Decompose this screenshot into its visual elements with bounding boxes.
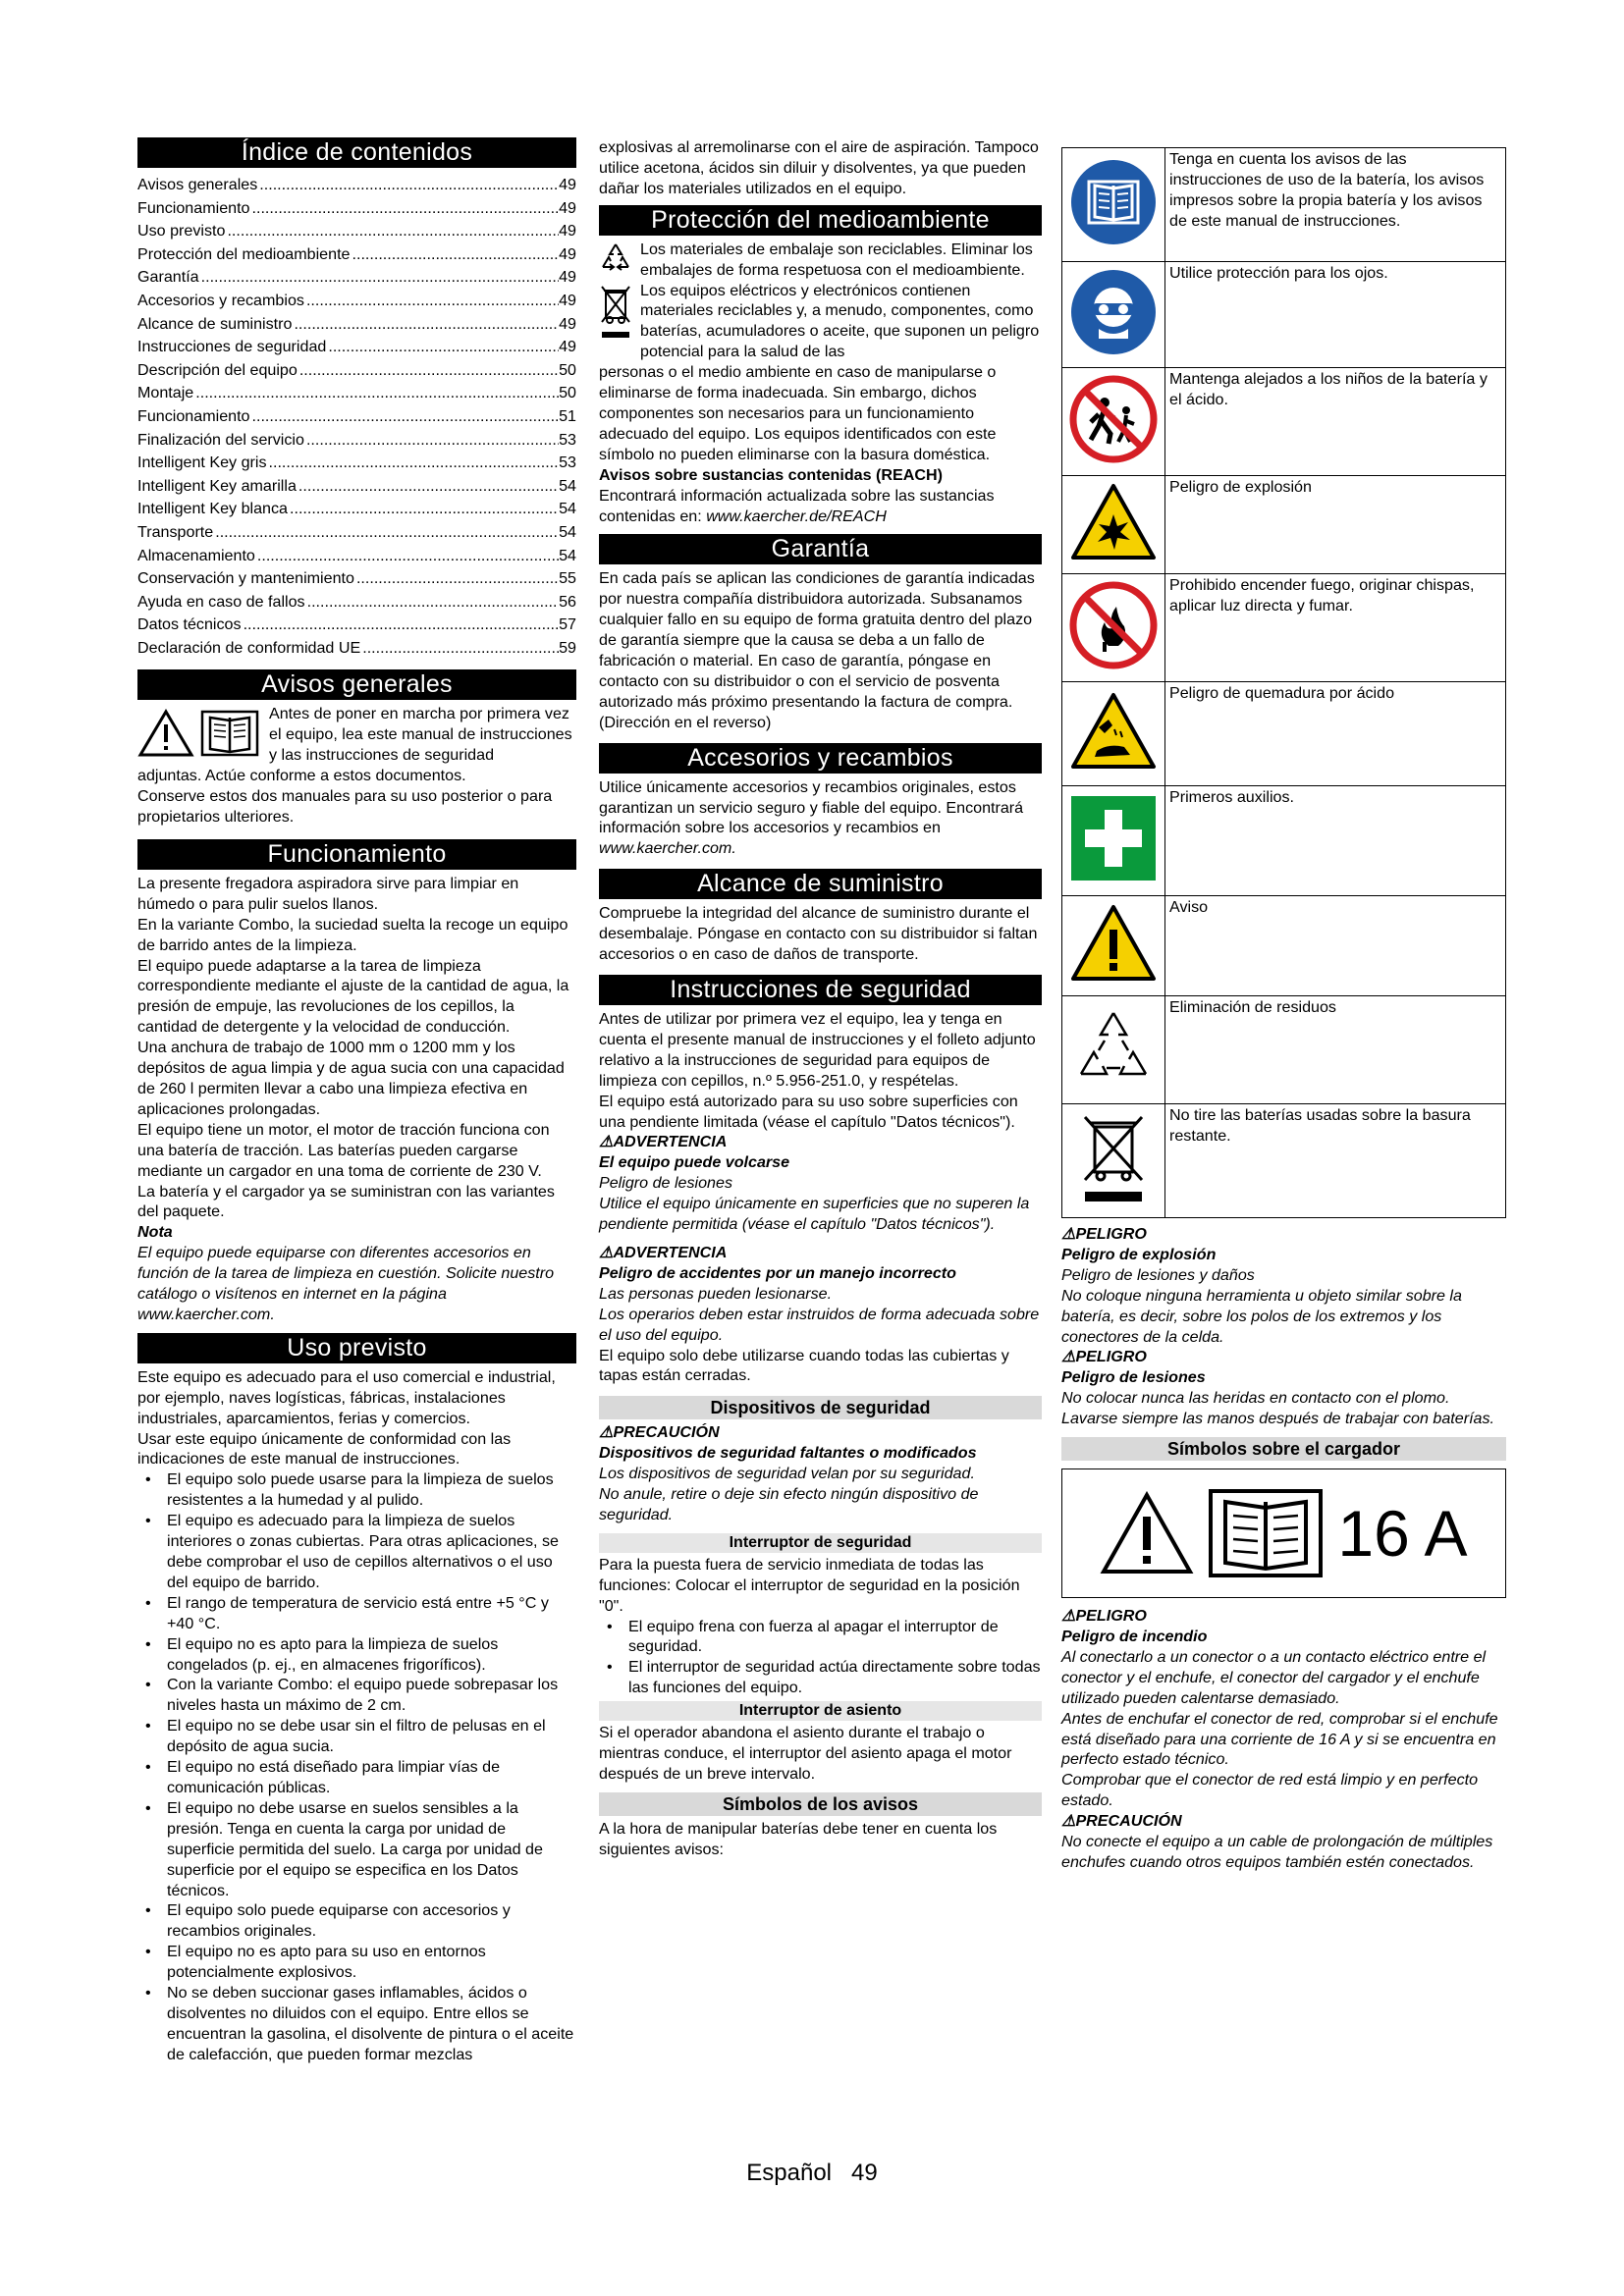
toc-row[interactable] [137, 545, 576, 568]
toc-leader [354, 567, 559, 591]
crossed-bin-icon [1069, 1109, 1158, 1213]
medio-p2-top: Los equipos eléctricos y electrónicos contienen materiales reciclables y, a menudo, componentes, como baterías, acumuladores o aceite, que suponen un peligro potencial para la salud de las [640, 281, 1040, 361]
toc-page: 49 [559, 176, 576, 193]
toc-label: Almacenamiento [137, 546, 255, 564]
interruptor-text: Para la puesta fuera de servicio inmediata de todas las funciones: Colocar el interruptor de seguridad en la posición "0". [599, 1555, 1020, 1615]
toc-label: Montaje [137, 384, 194, 402]
symbol-text: No tire las baterías usadas sobre la basura restante. [1165, 1104, 1506, 1218]
symbol-icon-cell [1062, 476, 1165, 574]
symbol-row [1062, 368, 1506, 476]
toc-page: 49 [559, 268, 576, 287]
toc-leader [250, 197, 560, 221]
warning-level-1: ⚠ADVERTENCIA [599, 1133, 728, 1151]
toc-page: 53 [559, 454, 576, 472]
accesorios-label: Utilice únicamente accesorios y recambios originales, estos garantizan un servicio seguro y fiable del equipo. Encontrará información sobre los accesorios y recambios en [599, 777, 1024, 837]
toc-row[interactable] [137, 290, 576, 313]
uso-bullet: • El equipo solo puede usarse para la limpieza de suelos resistentes a la humedad y al pulido. [167, 1469, 576, 1511]
accesorios-text [599, 777, 1042, 860]
simbolos-heading: Símbolos de los avisos [599, 1792, 1042, 1816]
toc-row[interactable] [137, 405, 576, 429]
toc-label: Conservación y mantenimiento [137, 569, 354, 588]
crossed-bin-icon [599, 283, 632, 344]
warning-icon [1069, 902, 1158, 990]
toc-leader [298, 359, 559, 383]
symbol-text: Peligro de explosión [1165, 476, 1506, 574]
symbol-text: Prohibido encender fuego, originar chispas, aplicar luz directa y fumar. [1165, 574, 1506, 682]
cargador-text-2: Antes de enchufar el conector de red, comprobar si el enchufe está diseñado para una corriente de 16 A y si se encuentra en perfecto estado técnico. [1061, 1709, 1498, 1769]
page-footer [0, 2160, 1624, 2187]
toc-page: 54 [559, 546, 576, 564]
toc-label: Funcionamiento [137, 406, 250, 425]
manual-book-icon [1208, 1488, 1324, 1578]
uso-bullet: • El equipo no está diseñado para limpiar vías de comunicación públicas. [167, 1757, 576, 1798]
cargador-level-2-text: PRECAUCIÓN [1075, 1812, 1182, 1831]
toc-row[interactable] [137, 220, 576, 243]
symbol-row [1062, 476, 1506, 574]
toc-label: Funcionamiento [137, 198, 250, 217]
symbol-row [1062, 682, 1506, 786]
cargador-title-1: Peligro de incendio [1061, 1627, 1208, 1645]
toc-label: Ayuda en caso de fallos [137, 592, 305, 611]
funcionamiento-paragraph: La presente fregadora aspiradora sirve para limpiar en húmedo o para pulir suelos llanos. [137, 874, 519, 913]
toc-row[interactable] [137, 174, 576, 197]
symbol-row [1062, 1104, 1506, 1218]
precaucion-text: No anule, retire o deje sin efecto ningún dispositivo de seguridad. [599, 1485, 979, 1523]
warning-title-1: El equipo puede volcarse [599, 1153, 790, 1172]
toc-page: 49 [559, 338, 576, 356]
manual-icon [1069, 158, 1158, 252]
toc-label: Uso previsto [137, 222, 226, 240]
toc-label: Intelligent Key amarilla [137, 476, 297, 495]
seguridad-p3: El equipo solo debe utilizarse cuando todas las cubiertas y tapas están cerradas. [599, 1346, 1009, 1385]
precaucion-sub: Los dispositivos de seguridad velan por su seguridad. [599, 1465, 975, 1483]
toc-list [137, 174, 576, 660]
funcionamiento-paragraph: El equipo tiene un motor, el motor de tracción funciona con una batería de tracción. Las baterías pueden cargarse mediante un cargador en una toma de corriente de 230 V. [137, 1120, 550, 1180]
toc-row[interactable] [137, 498, 576, 521]
cargador-level-1: ⚠PELIGRO [1061, 1607, 1147, 1626]
simbolos-text: A la hora de manipular baterías debe tener en cuenta los siguientes avisos: [599, 1819, 998, 1858]
uso-bullet: • El equipo no debe usarse en suelos sensibles a la presión. Tenga en cuenta la carga por unidad de superficie permitida del suelo. La carga por unidad de superficie por el equipo se especifica en los Datos técnicos. [167, 1798, 576, 1901]
warning-triangle-icon [137, 709, 194, 758]
peligro-text-1: No coloque ninguna herramienta u objeto similar sobre la batería, es decir, sobre los polos de los extremos y los conectores de la celda. [1061, 1286, 1462, 1346]
peligro-level-1: ⚠PELIGRO [1061, 1225, 1147, 1243]
funcionamiento-paragraph: Una anchura de trabajo de 1000 mm o 1200 mm y los depósitos de agua limpia y de agua sucia con una capacidad de 260 l permiten llevar a cabo una limpieza efectiva en aplicaciones prolongadas. [137, 1039, 565, 1118]
page-number: 49 [851, 2160, 878, 2186]
toc-row[interactable] [137, 637, 576, 661]
reach-title: Avisos sobre sustancias contenidas (REACH) [599, 465, 943, 484]
precaucion-level: ⚠PRECAUCIÓN [599, 1423, 720, 1442]
toc-page: 56 [559, 592, 576, 611]
toc-page: 53 [559, 430, 576, 449]
peligro-title-2: Peligro de lesiones [1061, 1368, 1206, 1387]
avisos-icons [137, 708, 265, 759]
peligro-text-2: No colocar nunca las heridas en contacto con el plomo. Lavarse siempre las manos después de trabajar con baterías. [1061, 1389, 1495, 1428]
toc-leader [267, 452, 560, 475]
eye-protection-icon [1069, 268, 1158, 362]
cargador-heading: Símbolos sobre el cargador [1061, 1437, 1506, 1461]
warning-text-2: Los operarios deben estar instruidos de forma adecuada sobre el uso del equipo. [599, 1305, 1040, 1344]
funcionamiento-text [137, 874, 576, 1222]
toc-row[interactable] [137, 452, 576, 475]
manual-book-icon [200, 709, 259, 758]
warning-sub-1: Peligro de lesiones [599, 1174, 732, 1193]
toc-leader [250, 405, 560, 429]
warning-triangle-icon [1100, 1491, 1194, 1575]
toc-label: Descripción del equipo [137, 360, 298, 379]
toc-row[interactable] [137, 591, 576, 614]
precaucion-level-text: PRECAUCIÓN [613, 1423, 720, 1442]
toc-leader [242, 614, 560, 637]
uso-intro: Este equipo es adecuado para el uso comercial e industrial, por ejemplo, naves logísticas, fábricas, instalaciones industriales, aparcamientos, ferias y comercios. [137, 1367, 556, 1427]
toc-leader [304, 290, 559, 313]
garantia-note: (Dirección en el reverso) [599, 713, 772, 731]
toc-label: Accesorios y recambios [137, 291, 304, 309]
symbol-row [1062, 148, 1506, 262]
symbol-icon-cell [1062, 368, 1165, 476]
toc-label: Protección del medioambiente [137, 244, 351, 263]
toc-row[interactable] [137, 475, 576, 499]
funcionamiento-paragraph: La batería y el cargador ya se suministran con las variantes del paquete. [137, 1182, 555, 1221]
medio-p1: Los materiales de embalaje son reciclables. Eliminar los embalajes de forma respetuosa con el medioambiente. [640, 240, 1033, 279]
toc-page: 49 [559, 198, 576, 217]
toc-label: Transporte [137, 522, 214, 541]
asiento-heading: Interruptor de asiento [599, 1701, 1042, 1721]
interruptor-bullet: • El equipo frena con fuerza al apagar el interruptor de seguridad. [628, 1617, 1042, 1658]
toc-row[interactable] [137, 382, 576, 405]
explosion-icon [1069, 481, 1158, 569]
toc-label: Avisos generales [137, 176, 258, 193]
peligro-title-1: Peligro de explosión [1061, 1245, 1217, 1263]
toc-leader [297, 475, 559, 499]
warning-level-2: ⚠ADVERTENCIA [599, 1243, 728, 1261]
toc-leader [213, 521, 559, 545]
uso-bullets [137, 1469, 576, 2064]
accesorios-link[interactable]: www.kaercher.com. [599, 839, 736, 858]
interruptor-heading: Interruptor de seguridad [599, 1533, 1042, 1553]
symbols-table [1061, 147, 1506, 1218]
avisos-intro-top: Antes de poner en marcha por primera vez el equipo, lea este manual de instrucciones y las instrucciones de seguridad [269, 705, 572, 765]
toc-label: Finalización del servicio [137, 430, 304, 449]
uso-bullet: • El equipo no es apto para su uso en entornos potencialmente explosivos. [167, 1942, 576, 1983]
uso-heading: Uso previsto [137, 1333, 576, 1363]
symbol-icon-cell [1062, 996, 1165, 1104]
toc-page: 55 [559, 569, 576, 588]
no-fire-icon [1069, 581, 1158, 675]
garantia-text: En cada país se aplican las condiciones de garantía indicadas por nuestra compañía distribuidora autorizada. Subsanamos cualquier fallo en su equipo de forma gratuita dentro del plazo de garantía siempre que la causa se deba a un fallo de fabricación o material. En caso de garantía, póngase en contacto con su distribuidor o con el servicio de posventa autorizado más próximo presentando la factura de compra. [599, 569, 1035, 711]
symbol-text: Peligro de quemadura por ácido [1165, 682, 1506, 786]
toc-row[interactable] [137, 266, 576, 290]
symbol-icon-cell [1062, 262, 1165, 368]
toc-label: Declaración de conformidad UE [137, 638, 361, 657]
interruptor-bullets [599, 1617, 1042, 1699]
symbol-text: Aviso [1165, 896, 1506, 996]
garantia-heading: Garantía [599, 534, 1042, 564]
uso-p2: Usar este equipo únicamente de conformidad con las indicaciones de este manual de instrucciones. [137, 1429, 512, 1468]
toc-row[interactable] [137, 313, 576, 337]
symbol-text: Mantenga alejados a los niños de la batería y el ácido. [1165, 368, 1506, 476]
toc-row[interactable] [137, 336, 576, 359]
avisos-p2: Conserve estos dos manuales para su uso posterior o para propietarios ulteriores. [137, 787, 553, 826]
warning-title-2: Peligro de accidentes por un manejo incorrecto [599, 1263, 956, 1282]
toc-page: 49 [559, 314, 576, 333]
reach-text [599, 486, 1042, 527]
cargador-text-3: Comprobar que el conector de red está limpio y en perfecto estado. [1061, 1771, 1479, 1810]
medio-heading: Protección del medioambiente [599, 205, 1042, 236]
toc-row[interactable] [137, 614, 576, 637]
warning-level-2-text: ADVERTENCIA [613, 1243, 728, 1261]
column-3 [1061, 147, 1506, 1873]
uso-bullet: • El rango de temperatura de servicio está entre +5 °C y +40 °C. [167, 1593, 576, 1634]
cargador-level-2: ⚠PRECAUCIÓN [1061, 1812, 1182, 1831]
symbol-text: Tenga en cuenta los avisos de las instrucciones de uso de la batería, los avisos impresos sobre la propia batería y los avisos de este manual de instrucciones. [1165, 148, 1506, 262]
symbol-row [1062, 996, 1506, 1104]
uso-bullet: • El equipo no se debe usar sin el filtro de pelusas en el depósito de agua sucia. [167, 1716, 576, 1757]
dispositivos-heading: Dispositivos de seguridad [599, 1396, 1042, 1419]
symbol-row [1062, 262, 1506, 368]
charger-symbols [1061, 1468, 1506, 1598]
recycle-icon [1069, 1003, 1158, 1097]
toc-page: 51 [559, 406, 576, 425]
seguridad-heading: Instrucciones de seguridad [599, 975, 1042, 1005]
warning-text-1: Utilice el equipo únicamente en superficies que no superen la pendiente permitida (véase el capítulo "Datos técnicos"). [599, 1195, 1030, 1234]
funcionamiento-heading: Funcionamiento [137, 839, 576, 870]
peligro-level-2-text: PELIGRO [1075, 1348, 1147, 1366]
uso-bullet: • Con la variante Combo: el equipo puede sobrepasar los niveles hasta un máximo de 2 cm. [167, 1675, 576, 1716]
toc-label: Garantía [137, 268, 199, 287]
toc-row[interactable] [137, 429, 576, 453]
asiento-text: Si el operador abandona el asiento durante el trabajo o mientras conduce, el interruptor del asiento apaga el motor después de un breve intervalo. [599, 1724, 1012, 1783]
interruptor-bullet: • El interruptor de seguridad actúa directamente sobre todas las funciones del equipo. [628, 1657, 1042, 1698]
alcance-heading: Alcance de suministro [599, 869, 1042, 899]
toc-leader [305, 591, 559, 614]
avisos-heading: Avisos generales [137, 669, 576, 700]
symbol-row [1062, 786, 1506, 896]
uso-bullet: • El equipo es adecuado para la limpieza de suelos interiores o zonas cubiertas. Para otras aplicaciones, se debe comprobar el uso de cepillos alternativos o el uso del equipo de barrido. [167, 1511, 576, 1593]
first-aid-icon [1069, 794, 1158, 888]
toc-page: 57 [559, 615, 576, 634]
peligro-level-2: ⚠PELIGRO [1061, 1348, 1147, 1366]
reach-link[interactable]: www.kaercher.de/REACH [706, 507, 887, 525]
col2-continued-text: explosivas al arremolinarse con el aire de aspiración. Tampoco utilice acetona, ácidos sin diluir y disolventes, ya que pueden dañar los materiales utilizados en el equipo. [599, 138, 1039, 197]
toc-leader [257, 174, 559, 197]
toc-row[interactable] [137, 197, 576, 221]
toc-page: 54 [559, 522, 576, 541]
toc-page: 54 [559, 500, 576, 518]
alcance-text: Compruebe la integridad del alcance de suministro durante el desembalaje. Póngase en contacto con su distribuidor si faltan accesorios o en caso de daños de transporte. [599, 904, 1038, 964]
uso-bullet: • El equipo no es apto para la limpieza de suelos congelados (p. ej., en almacenes frigoríficos). [167, 1634, 576, 1676]
symbol-icon-cell [1062, 786, 1165, 896]
toc-leader [225, 220, 559, 243]
toc-page: 50 [559, 360, 576, 379]
toc-label: Instrucciones de seguridad [137, 338, 327, 356]
symbol-text: Eliminación de residuos [1165, 996, 1506, 1104]
uso-bullet: • El equipo solo puede equiparse con accesorios y recambios originales. [167, 1900, 576, 1942]
toc-leader [326, 336, 559, 359]
amperage-label: 16 A [1337, 1497, 1468, 1571]
medio-block-2 [599, 281, 1042, 363]
symbol-icon-cell [1062, 1104, 1165, 1218]
toc-page: 50 [559, 384, 576, 402]
toc-row[interactable] [137, 521, 576, 545]
uso-bullet: • No se deben succionar gases inflamables, ácidos o disolventes no diluidos con el equipo. Entre ellos se encuentran la gasolina, el disolvente de pintura o el aceite de calefacción, que pueden formar mezclas [167, 1983, 576, 2065]
toc-leader [255, 545, 559, 568]
toc-title: Índice de contenidos [137, 137, 576, 168]
warning-level-1-text: ADVERTENCIA [613, 1133, 728, 1151]
medio-p2-rest: personas o el medio ambiente en caso de manipularse o eliminarse de forma inadecuada. Sin embargo, dichos componentes son necesarios para un funcionamiento adecuado del equipo. Los equipos identificados con este símbolo no pueden eliminarse con la basura doméstica. [599, 363, 997, 463]
toc-row[interactable] [137, 567, 576, 591]
toc-leader [193, 382, 559, 405]
recycle-packaging-icon [599, 241, 632, 275]
cargador-text-4: No conecte el equipo a un cable de prolongación de múltiples enchufes cuando otros equipos también estén conectados. [1061, 1833, 1493, 1871]
accesorios-heading: Accesorios y recambios [599, 743, 1042, 774]
toc-page: 59 [559, 638, 576, 657]
column-2 [599, 133, 1042, 1860]
toc-label: Intelligent Key gris [137, 454, 267, 472]
toc-leader [304, 429, 559, 453]
keep-children-away-icon [1069, 375, 1158, 469]
toc-page: 49 [559, 291, 576, 309]
toc-leader [288, 498, 559, 521]
peligro-level-1-text: PELIGRO [1075, 1225, 1147, 1243]
funcionamiento-paragraph: El equipo puede adaptarse a la tarea de limpieza correspondiente mediante el ajuste de la cantidad de agua, la presión de empuje, las revoluciones de los cepillos, la cantidad de detergente y la velocidad de conducción. [137, 956, 569, 1037]
peligro-sub-1: Peligro de lesiones y daños [1061, 1265, 1255, 1284]
reach-label: Encontrará información actualizada sobre las sustancias contenidas en: [599, 486, 995, 525]
acid-burn-icon [1069, 690, 1158, 778]
symbol-icon-cell [1062, 896, 1165, 996]
toc-leader [199, 266, 559, 290]
toc-leader [292, 313, 559, 337]
symbol-icon-cell [1062, 148, 1165, 262]
avisos-intro-rest: adjuntas. Actúe conforme a estos documentos. [137, 767, 466, 785]
funcionamiento-paragraph: En la variante Combo, la suciedad suelta la recoge un equipo de barrido antes de la limpieza. [137, 915, 568, 954]
nota-title: Nota [137, 1223, 173, 1242]
toc-leader [351, 243, 560, 267]
symbol-text: Primeros auxilios. [1165, 786, 1506, 896]
column-1 [137, 133, 576, 2065]
toc-page: 49 [559, 244, 576, 263]
cargador-level-1-text: PELIGRO [1075, 1607, 1147, 1626]
cargador-text-1: Al conectarlo a un conector o a un contacto eléctrico entre el conector y el enchufe, el conector del cargador y el enchufe utilizado pueden calentarse demasiado. [1061, 1647, 1487, 1707]
warning-sub-2: Las personas pueden lesionarse. [599, 1284, 833, 1303]
medio-block-1 [599, 240, 1042, 281]
symbol-icon-cell [1062, 574, 1165, 682]
symbol-row [1062, 896, 1506, 996]
toc-page: 49 [559, 222, 576, 240]
toc-leader [360, 637, 559, 661]
nota-text: El equipo puede equiparse con diferentes accesorios en función de la tarea de limpieza en cuestión. Solicite nuestro catálogo o visítenos en internet en la página www.kaercher.com. [137, 1244, 555, 1323]
toc-row[interactable] [137, 359, 576, 383]
avisos-block [137, 704, 576, 766]
toc-label: Datos técnicos [137, 615, 242, 634]
precaucion-title: Dispositivos de seguridad faltantes o modificados [599, 1444, 977, 1463]
symbol-icon-cell [1062, 682, 1165, 786]
toc-page: 54 [559, 476, 576, 495]
symbol-text: Utilice protección para los ojos. [1165, 262, 1506, 368]
seguridad-p2: El equipo está autorizado para su uso sobre superficies con una pendiente limitada (véase el capítulo "Datos técnicos"). [599, 1092, 1018, 1131]
footer-language: Español [746, 2160, 832, 2186]
toc-label: Alcance de suministro [137, 314, 293, 333]
toc-label: Intelligent Key blanca [137, 500, 288, 518]
symbol-row [1062, 574, 1506, 682]
toc-row[interactable] [137, 243, 576, 267]
seguridad-p1: Antes de utilizar por primera vez el equipo, lea y tenga en cuenta el presente manual de instrucciones y el folleto adjunto relativo a la instrucciones de seguridad para equipos de limpieza con cepillos, n.º 5.956-251.0, y respételas. [599, 1010, 1036, 1090]
